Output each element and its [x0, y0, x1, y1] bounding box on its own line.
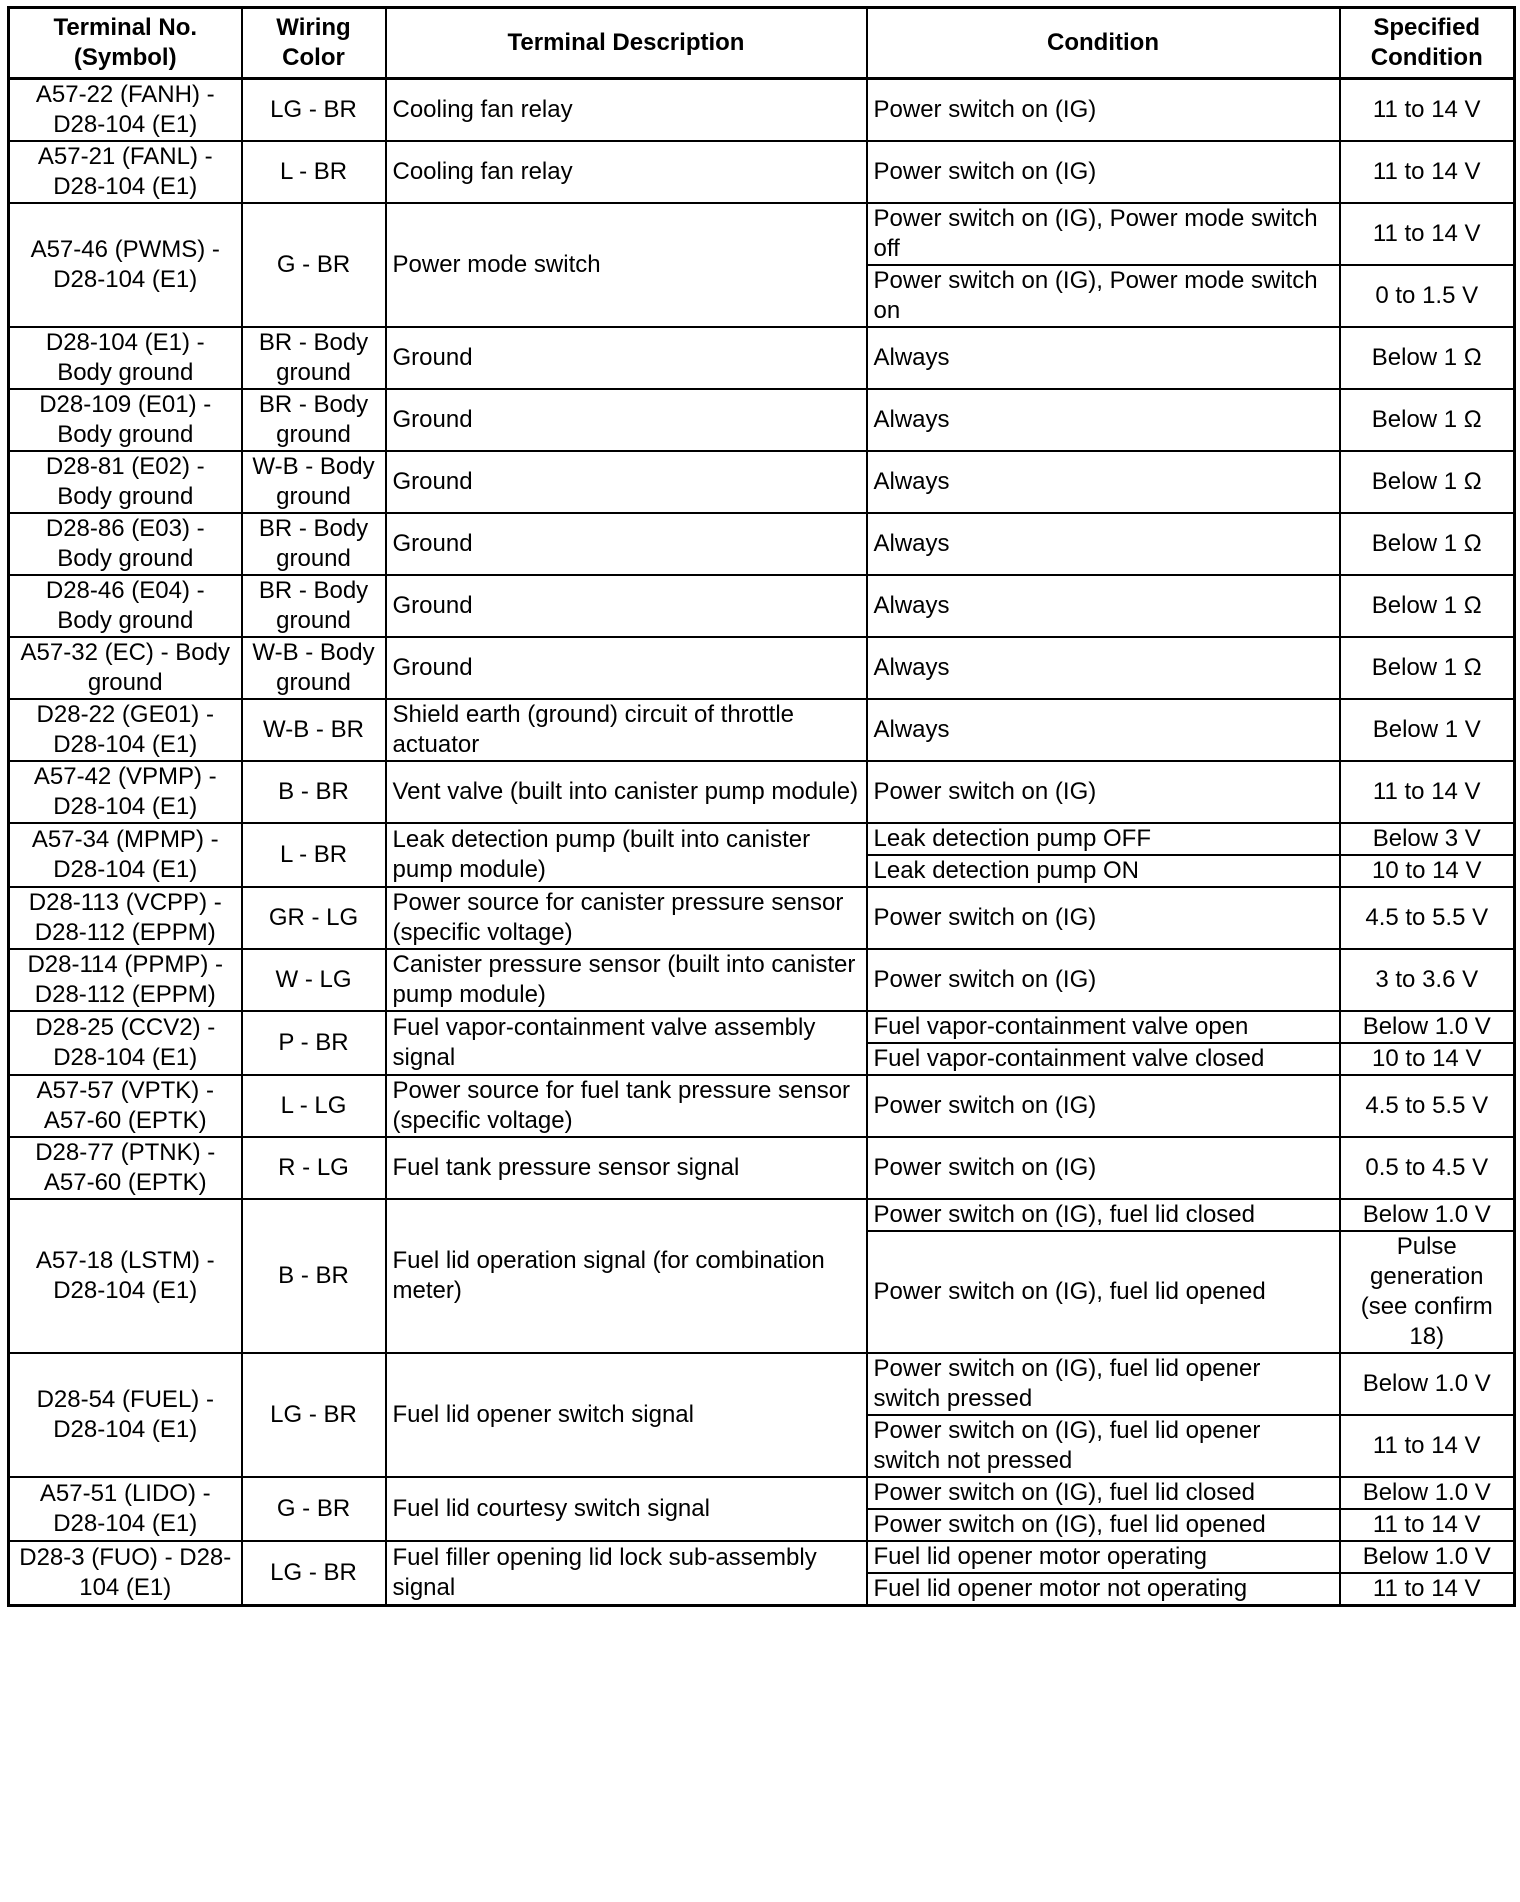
cell-specified: Below 1 Ω [1340, 389, 1515, 451]
cell-terminal: D28-77 (PTNK) - A57-60 (EPTK) [9, 1137, 242, 1199]
cell-wiring: B - BR [242, 1199, 386, 1353]
cell-wiring: W - LG [242, 949, 386, 1011]
cell-wiring: P - BR [242, 1011, 386, 1075]
cell-condition: Power switch on (IG) [867, 761, 1340, 823]
cell-specified: 11 to 14 V [1340, 1509, 1515, 1541]
cell-description: Ground [386, 389, 867, 451]
cell-condition: Leak detection pump OFF [867, 823, 1340, 855]
cell-condition: Leak detection pump ON [867, 855, 1340, 887]
table-row [9, 761, 1515, 823]
cell-condition: Power switch on (IG), fuel lid opened [867, 1509, 1340, 1541]
cell-terminal: D28-81 (E02) - Body ground [9, 451, 242, 513]
cell-description: Cooling fan relay [386, 79, 867, 142]
cell-terminal: A57-57 (VPTK) - A57-60 (EPTK) [9, 1075, 242, 1137]
cell-specified: Below 1 Ω [1340, 513, 1515, 575]
cell-description: Fuel lid courtesy switch signal [386, 1477, 867, 1541]
cell-condition: Power switch on (IG) [867, 141, 1340, 203]
header-specified: Specified Condition [1340, 8, 1515, 79]
cell-description: Ground [386, 575, 867, 637]
cell-wiring: R - LG [242, 1137, 386, 1199]
cell-specified: Below 1.0 V [1340, 1011, 1515, 1043]
cell-specified: 11 to 14 V [1340, 1573, 1515, 1606]
cell-specified: 0 to 1.5 V [1340, 265, 1515, 327]
table-row [9, 575, 1515, 637]
header-row [9, 8, 1515, 79]
cell-description: Fuel tank pressure sensor signal [386, 1137, 867, 1199]
cell-condition: Power switch on (IG), fuel lid closed [867, 1199, 1340, 1231]
cell-description: Vent valve (built into canister pump module) [386, 761, 867, 823]
table-row [9, 327, 1515, 389]
cell-specified: 11 to 14 V [1340, 141, 1515, 203]
cell-terminal: D28-25 (CCV2) - D28-104 (E1) [9, 1011, 242, 1075]
cell-condition: Power switch on (IG), fuel lid closed [867, 1477, 1340, 1509]
cell-wiring: BR - Body ground [242, 575, 386, 637]
table-row [9, 1353, 1515, 1415]
cell-condition: Always [867, 513, 1340, 575]
header-description: Terminal Description [386, 8, 867, 79]
cell-condition: Power switch on (IG), fuel lid opened [867, 1231, 1340, 1353]
cell-description: Power source for canister pressure sensor (specific voltage) [386, 887, 867, 949]
table-row [9, 389, 1515, 451]
cell-terminal: A57-46 (PWMS) - D28-104 (E1) [9, 203, 242, 327]
cell-terminal: D28-54 (FUEL) - D28-104 (E1) [9, 1353, 242, 1477]
table-row [9, 1477, 1515, 1509]
cell-condition: Always [867, 575, 1340, 637]
cell-condition: Power switch on (IG), Power mode switch off [867, 203, 1340, 265]
cell-condition: Power switch on (IG), fuel lid opener switch pressed [867, 1353, 1340, 1415]
cell-description: Fuel lid opener switch signal [386, 1353, 867, 1477]
header-terminal: Terminal No. (Symbol) [9, 8, 242, 79]
cell-description: Canister pressure sensor (built into canister pump module) [386, 949, 867, 1011]
table-row [9, 823, 1515, 855]
table-row [9, 513, 1515, 575]
cell-specified: Below 1 Ω [1340, 575, 1515, 637]
cell-condition: Power switch on (IG), Power mode switch on [867, 265, 1340, 327]
cell-condition: Power switch on (IG) [867, 79, 1340, 142]
cell-terminal: D28-113 (VCPP) - D28-112 (EPPM) [9, 887, 242, 949]
table-body [9, 79, 1515, 1606]
cell-terminal: A57-51 (LIDO) - D28-104 (E1) [9, 1477, 242, 1541]
table-row [9, 699, 1515, 761]
table-row [9, 1199, 1515, 1231]
cell-description: Ground [386, 451, 867, 513]
cell-specified: Below 3 V [1340, 823, 1515, 855]
cell-specified: Below 1.0 V [1340, 1353, 1515, 1415]
cell-description: Fuel lid operation signal (for combination meter) [386, 1199, 867, 1353]
terminal-table-container [7, 6, 1513, 1607]
cell-terminal: A57-34 (MPMP) - D28-104 (E1) [9, 823, 242, 887]
cell-wiring: L - LG [242, 1075, 386, 1137]
cell-terminal: A57-18 (LSTM) - D28-104 (E1) [9, 1199, 242, 1353]
cell-terminal: D28-114 (PPMP) - D28-112 (EPPM) [9, 949, 242, 1011]
cell-condition: Power switch on (IG) [867, 1075, 1340, 1137]
cell-condition: Always [867, 699, 1340, 761]
cell-wiring: G - BR [242, 203, 386, 327]
cell-description: Shield earth (ground) circuit of throttle actuator [386, 699, 867, 761]
table-row [9, 637, 1515, 699]
cell-terminal: A57-21 (FANL) - D28-104 (E1) [9, 141, 242, 203]
cell-description: Fuel vapor-containment valve assembly signal [386, 1011, 867, 1075]
cell-terminal: A57-32 (EC) - Body ground [9, 637, 242, 699]
cell-wiring: BR - Body ground [242, 513, 386, 575]
cell-wiring: BR - Body ground [242, 389, 386, 451]
cell-wiring: LG - BR [242, 1353, 386, 1477]
cell-specified: Below 1.0 V [1340, 1199, 1515, 1231]
cell-wiring: W-B - Body ground [242, 451, 386, 513]
table-row [9, 1137, 1515, 1199]
cell-specified: Below 1 Ω [1340, 327, 1515, 389]
cell-specified: 3 to 3.6 V [1340, 949, 1515, 1011]
cell-condition: Always [867, 389, 1340, 451]
cell-specified: Pulse generation (see confirm 18) [1340, 1231, 1515, 1353]
cell-wiring: LG - BR [242, 1541, 386, 1606]
table-row [9, 1541, 1515, 1573]
cell-wiring: B - BR [242, 761, 386, 823]
cell-condition: Fuel vapor-containment valve open [867, 1011, 1340, 1043]
header-wiring: Wiring Color [242, 8, 386, 79]
cell-condition: Always [867, 637, 1340, 699]
cell-specified: Below 1 V [1340, 699, 1515, 761]
cell-terminal: D28-104 (E1) - Body ground [9, 327, 242, 389]
cell-specified: 0.5 to 4.5 V [1340, 1137, 1515, 1199]
cell-wiring: BR - Body ground [242, 327, 386, 389]
cell-specified: 11 to 14 V [1340, 79, 1515, 142]
cell-condition: Power switch on (IG) [867, 949, 1340, 1011]
cell-terminal: D28-46 (E04) - Body ground [9, 575, 242, 637]
cell-description: Power source for fuel tank pressure sensor (specific voltage) [386, 1075, 867, 1137]
cell-wiring: LG - BR [242, 79, 386, 142]
table-row [9, 887, 1515, 949]
cell-specified: 4.5 to 5.5 V [1340, 887, 1515, 949]
table-row [9, 1075, 1515, 1137]
cell-terminal: D28-3 (FUO) - D28-104 (E1) [9, 1541, 242, 1606]
cell-wiring: GR - LG [242, 887, 386, 949]
cell-specified: Below 1.0 V [1340, 1477, 1515, 1509]
cell-condition: Always [867, 327, 1340, 389]
cell-terminal: D28-109 (E01) - Body ground [9, 389, 242, 451]
cell-terminal: D28-86 (E03) - Body ground [9, 513, 242, 575]
cell-condition: Fuel vapor-containment valve closed [867, 1043, 1340, 1075]
cell-description: Power mode switch [386, 203, 867, 327]
table-row [9, 79, 1515, 142]
cell-specified: 11 to 14 V [1340, 203, 1515, 265]
cell-description: Cooling fan relay [386, 141, 867, 203]
cell-wiring: W-B - BR [242, 699, 386, 761]
table-row [9, 141, 1515, 203]
cell-wiring: W-B - Body ground [242, 637, 386, 699]
cell-condition: Fuel lid opener motor not operating [867, 1573, 1340, 1606]
cell-wiring: G - BR [242, 1477, 386, 1541]
cell-terminal: A57-42 (VPMP) - D28-104 (E1) [9, 761, 242, 823]
cell-specified: 10 to 14 V [1340, 855, 1515, 887]
cell-description: Ground [386, 637, 867, 699]
cell-specified: 11 to 14 V [1340, 761, 1515, 823]
cell-wiring: L - BR [242, 823, 386, 887]
cell-condition: Power switch on (IG), fuel lid opener switch not pressed [867, 1415, 1340, 1477]
table-row [9, 451, 1515, 513]
table-row [9, 203, 1515, 265]
cell-condition: Always [867, 451, 1340, 513]
header-condition: Condition [867, 8, 1340, 79]
cell-condition: Power switch on (IG) [867, 887, 1340, 949]
cell-specified: Below 1 Ω [1340, 451, 1515, 513]
cell-description: Fuel filler opening lid lock sub-assembly signal [386, 1541, 867, 1606]
cell-specified: 11 to 14 V [1340, 1415, 1515, 1477]
table-row [9, 949, 1515, 1011]
table-row [9, 1011, 1515, 1043]
terminal-table [7, 6, 1516, 1607]
cell-terminal: D28-22 (GE01) - D28-104 (E1) [9, 699, 242, 761]
cell-description: Ground [386, 513, 867, 575]
cell-description: Ground [386, 327, 867, 389]
cell-terminal: A57-22 (FANH) - D28-104 (E1) [9, 79, 242, 142]
cell-specified: 4.5 to 5.5 V [1340, 1075, 1515, 1137]
cell-wiring: L - BR [242, 141, 386, 203]
cell-condition: Power switch on (IG) [867, 1137, 1340, 1199]
cell-specified: Below 1 Ω [1340, 637, 1515, 699]
cell-condition: Fuel lid opener motor operating [867, 1541, 1340, 1573]
cell-description: Leak detection pump (built into canister pump module) [386, 823, 867, 887]
cell-specified: 10 to 14 V [1340, 1043, 1515, 1075]
cell-specified: Below 1.0 V [1340, 1541, 1515, 1573]
